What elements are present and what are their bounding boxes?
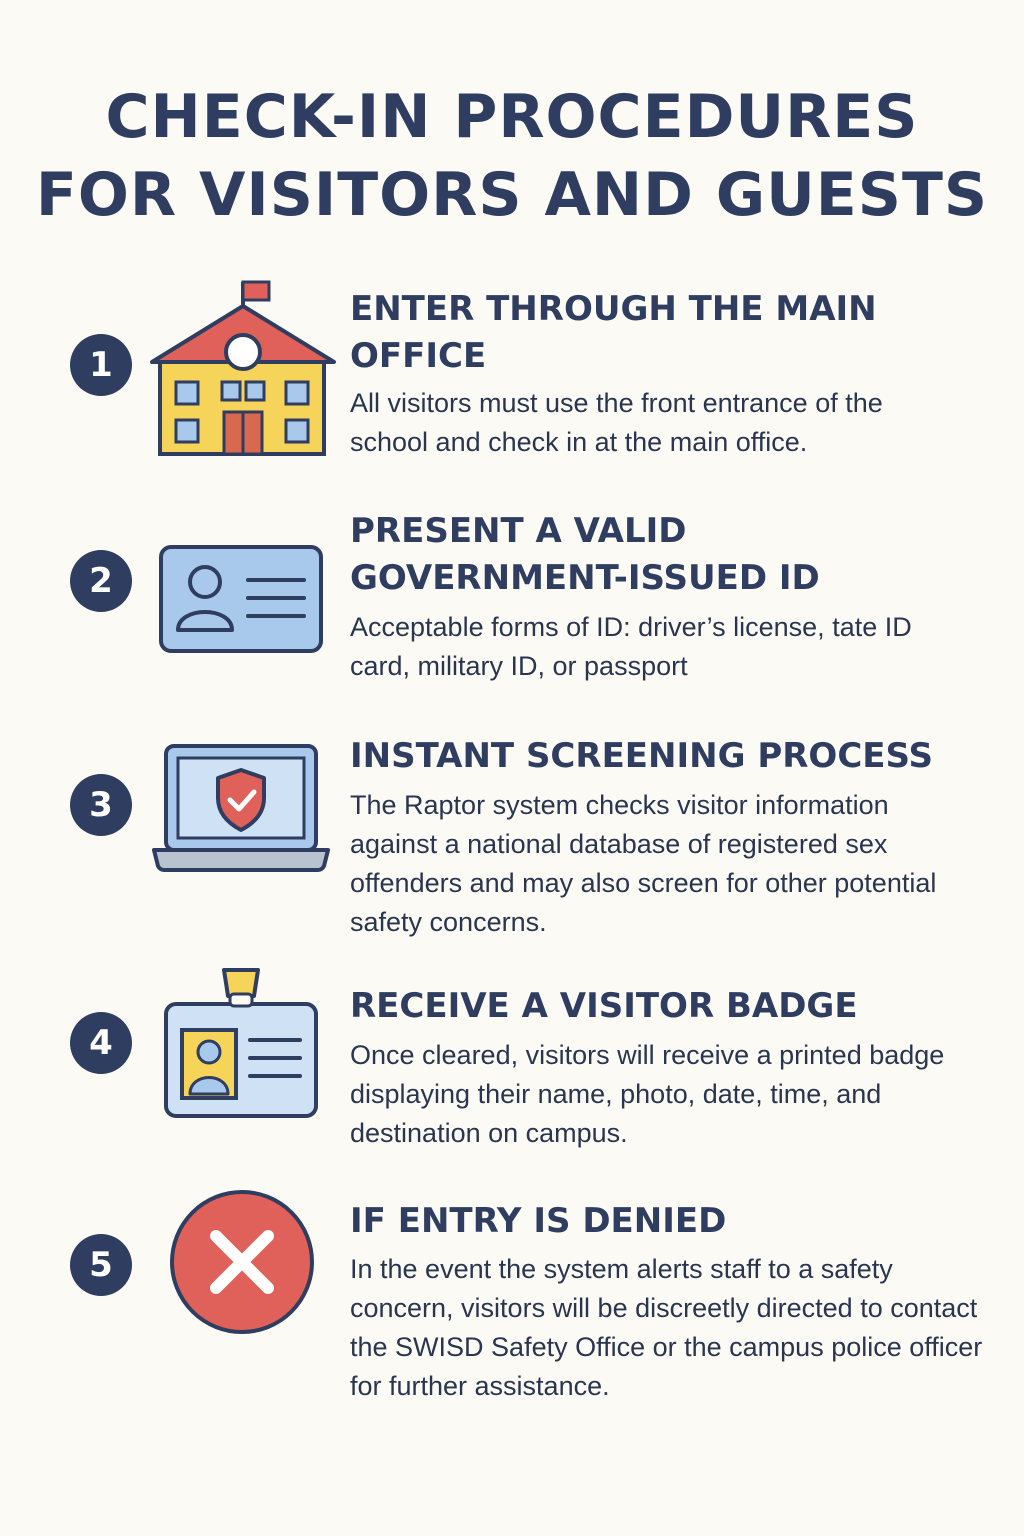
step-description: All visitors must use the front entrance of the school and check in at the main office. <box>350 388 883 457</box>
step-heading: RECEIVE A VISITOR BADGE <box>350 986 858 1026</box>
step-heading: INSTANT SCREENING PROCESS <box>350 736 933 776</box>
id-card-icon <box>158 544 324 654</box>
laptop-shield-icon <box>152 742 330 876</box>
step-description: The Raptor system checks visitor information against a national database of registered sex offenders and may also screen for other potential safety concerns. <box>350 790 937 937</box>
page-title <box>0 78 1024 234</box>
step-description: In the event the system alerts staff to a safety concern, visitors will be discreetly directed to contact the SWISD Safety Office or the campus police officer for further assistance. <box>350 1254 983 1401</box>
step-description: Acceptable forms of ID: driver’s license, tate ID card, military ID, or passport <box>350 612 912 681</box>
step-number-badge: 1 <box>70 334 132 396</box>
step-heading: PRESENT A VALID GOVERNMENT-ISSUED ID <box>350 511 820 598</box>
denied-x-icon <box>168 1188 316 1336</box>
step-number-badge: 2 <box>70 550 132 612</box>
title-line-2: FOR VISITORS AND GUESTS <box>35 160 989 230</box>
step-number-badge: 5 <box>70 1234 132 1296</box>
step-heading: ENTER THROUGH THE MAIN OFFICE <box>350 289 877 376</box>
step-heading: IF ENTRY IS DENIED <box>350 1201 727 1241</box>
visitor-badge-icon <box>162 966 320 1122</box>
title-line-1: CHECK-IN PROCEDURES <box>105 82 919 152</box>
step-number-badge: 3 <box>70 774 132 836</box>
step-number-badge: 4 <box>70 1012 132 1074</box>
school-building-icon <box>148 278 338 458</box>
step-description: Once cleared, visitors will receive a printed badge displaying their name, photo, date, time, and destination on campus. <box>350 1040 945 1148</box>
